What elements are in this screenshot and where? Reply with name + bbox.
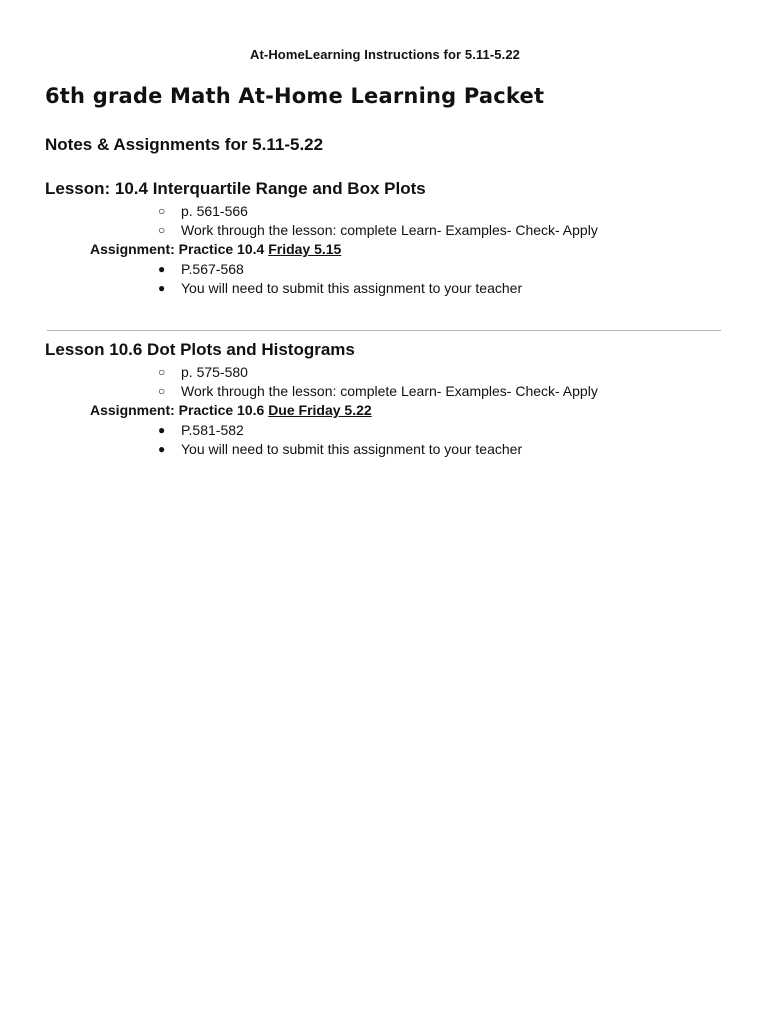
hollow-bullet-icon: ○ — [158, 365, 166, 379]
assignment-line — [90, 402, 372, 418]
hollow-bullet-icon: ○ — [158, 384, 166, 398]
filled-bullet-icon: ● — [158, 442, 166, 456]
section-divider — [47, 330, 721, 331]
hollow-bullet-icon: ○ — [158, 223, 166, 237]
list-item-text: p. 575-580 — [181, 364, 248, 380]
list-item-text: P.567-568 — [181, 261, 244, 277]
assignment-label: Assignment: Practice 10.6 — [90, 402, 265, 418]
list-item-text: Work through the lesson: complete Learn- Examples- Check- Apply — [181, 222, 598, 238]
list-item-text: P.581-582 — [181, 422, 244, 438]
list-item-text: Work through the lesson: complete Learn- Examples- Check- Apply — [181, 383, 598, 399]
list-item-text: You will need to submit this assignment to your teacher — [181, 280, 523, 296]
assignment-line — [90, 241, 341, 257]
filled-bullet-icon: ● — [158, 262, 166, 276]
assignment-label: Assignment: Practice 10.4 — [90, 241, 265, 257]
assignment-due-date: Due Friday 5.22 — [268, 402, 372, 418]
lesson-title: Lesson 10.6 Dot Plots and Histograms — [45, 340, 355, 359]
filled-bullet-icon: ● — [158, 423, 166, 437]
assignment-due-date: Friday 5.15 — [268, 241, 342, 257]
document-title: 6th grade Math At-Home Learning Packet — [45, 84, 545, 108]
page-header: At-HomeLearning Instructions for 5.11-5.22 — [249, 47, 521, 62]
filled-bullet-icon: ● — [158, 281, 166, 295]
document-subtitle: Notes & Assignments for 5.11-5.22 — [45, 135, 324, 154]
list-item-text: You will need to submit this assignment to your teacher — [181, 441, 523, 457]
list-item-text: p. 561-566 — [181, 203, 248, 219]
hollow-bullet-icon: ○ — [158, 204, 166, 218]
lesson-title: Lesson: 10.4 Interquartile Range and Box Plots — [45, 179, 426, 198]
